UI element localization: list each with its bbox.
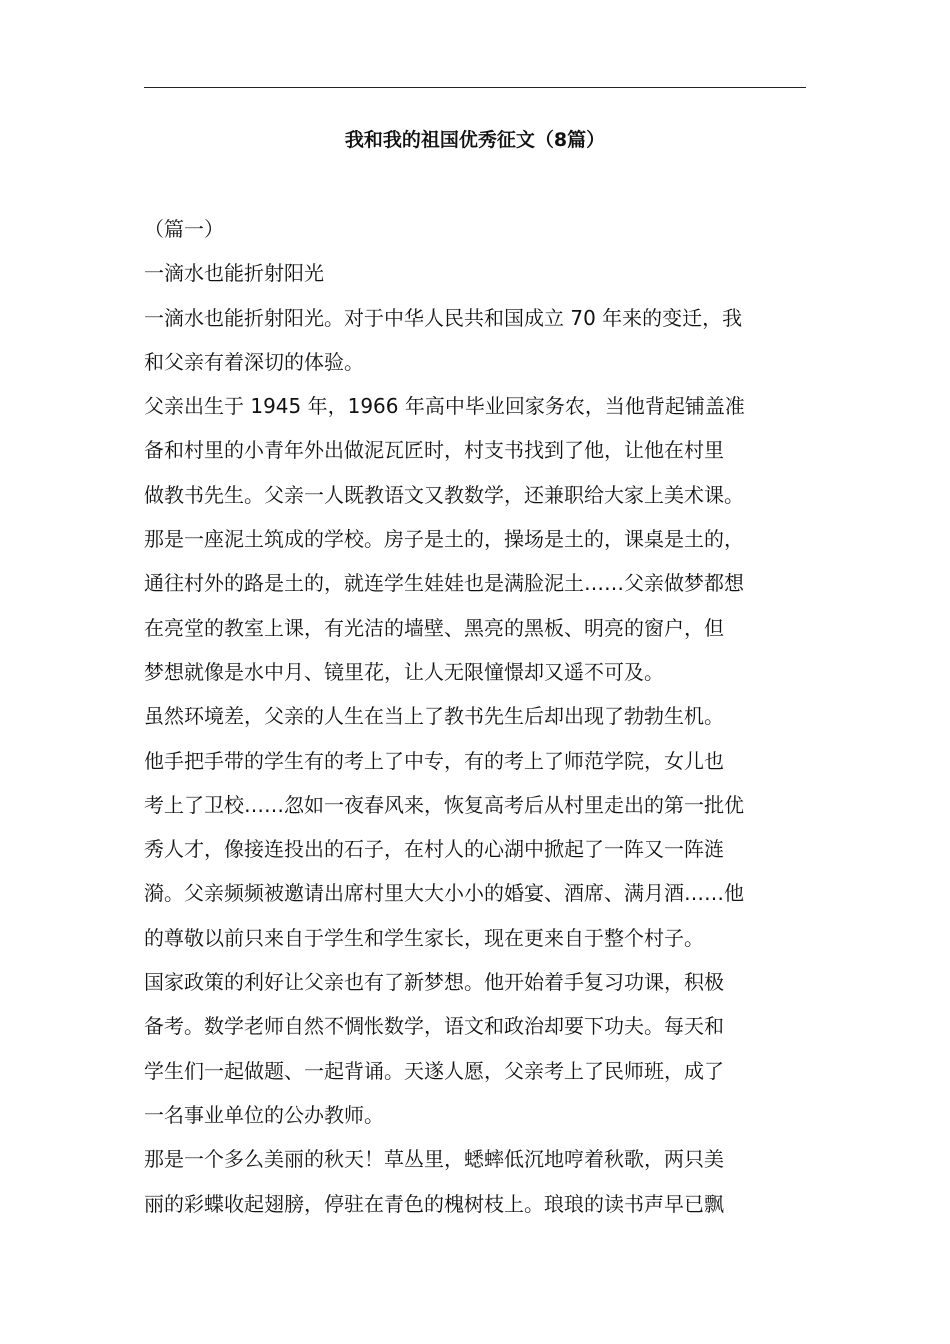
header-rule	[144, 87, 806, 88]
text-line: 一名事业单位的公办教师。	[144, 1102, 384, 1127]
text-line: 一滴水也能折射阳光。对于中华人民共和国成立 70 年来的变迁，我	[144, 305, 743, 330]
text-line: 备考。数学老师自然不惆怅数学，语文和政治却要下功夫。每天和	[144, 1014, 724, 1039]
text-line: 考上了卫校……忽如一夜春风来，恢复高考后从村里走出的第一批优	[144, 792, 744, 817]
text-line: 秀人才，像接连投出的石子，在村人的心湖中掀起了一阵又一阵涟	[144, 837, 724, 862]
text-line: 他手把手带的学生有的考上了中专，有的考上了师范学院，女儿也	[144, 748, 724, 773]
text-line: 梦想就像是水中月、镜里花，让人无限憧憬却又遥不可及。	[144, 659, 664, 684]
text-line: 虽然环境差，父亲的人生在当上了教书先生后却出现了勃勃生机。	[144, 704, 724, 729]
text-line: 的尊敬以前只来自于学生和学生家长，现在更来自于整个村子。	[144, 925, 704, 950]
text-line: 做教书先生。父亲一人既教语文又教数学，还兼职给大家上美术课。	[144, 482, 744, 507]
text-line: 和父亲有着深切的体验。	[144, 349, 364, 374]
text-line: 那是一座泥土筑成的学校。房子是土的，操场是土的，课桌是土的，	[144, 527, 744, 552]
text-line: 备和村里的小青年外出做泥瓦匠时，村支书找到了他，让他在村里	[144, 438, 724, 463]
text-line: 丽的彩蝶收起翅膀，停驻在青色的槐树枝上。琅琅的读书声早已飘	[144, 1191, 724, 1216]
text-line: 学生们一起做题、一起背诵。天遂人愿，父亲考上了民师班，成了	[144, 1058, 724, 1083]
text-line: （篇一）	[144, 217, 224, 241]
text-line: 那是一个多么美丽的秋天！草丛里，蟋蟀低沉地哼着秋歌，两只美	[144, 1147, 724, 1172]
text-line: 漪。父亲频频被邀请出席村里大大小小的婚宴、酒席、满月酒……他	[144, 881, 744, 906]
text-line: 通往村外的路是土的，就连学生娃娃也是满脸泥土……父亲做梦都想	[144, 571, 744, 596]
text-line: 国家政策的利好让父亲也有了新梦想。他开始着手复习功课，积极	[144, 970, 724, 995]
text-line: 一滴水也能折射阳光	[144, 261, 324, 286]
text-line: 父亲出生于 1945 年，1966 年高中毕业回家务农，当他背起铺盖准	[144, 394, 745, 419]
document-body	[144, 207, 812, 1226]
document-title: 我和我的祖国优秀征文（8篇）	[344, 129, 606, 151]
text-line: 在亮堂的教室上课，有光洁的墙壁、黑亮的黑板、明亮的窗户，但	[144, 615, 724, 640]
